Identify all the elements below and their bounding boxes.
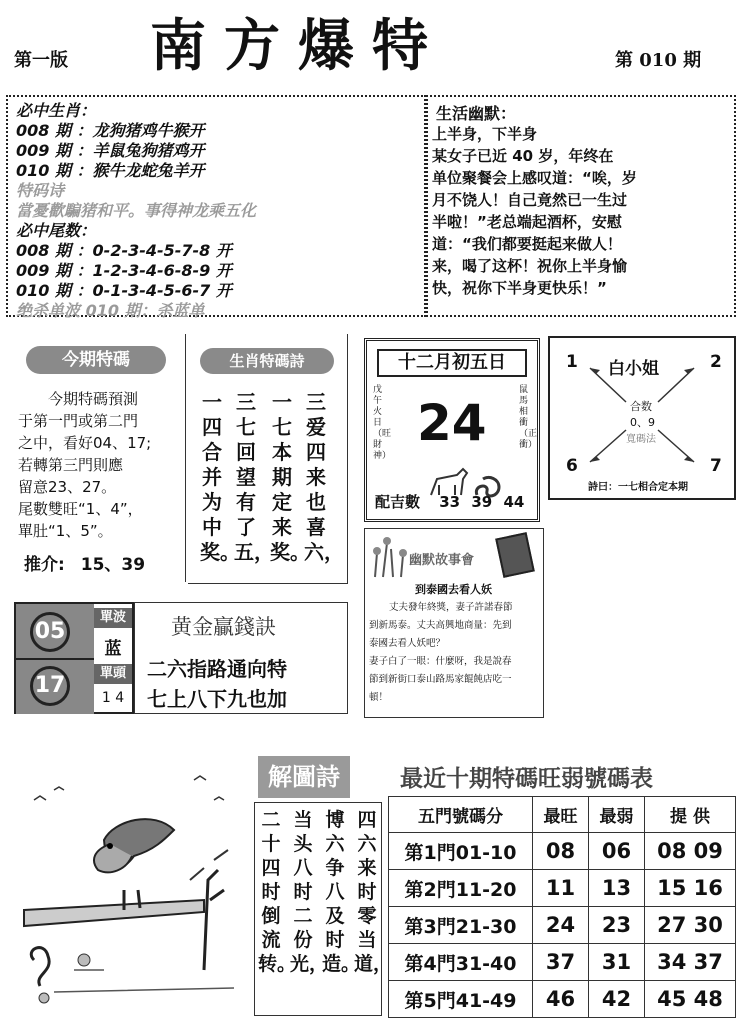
zodiac-heading: 必中生肖： — [16, 101, 97, 120]
table-row — [389, 833, 736, 870]
table-cell: 46 — [533, 981, 589, 1018]
story-line: 頓！ — [369, 692, 389, 703]
table-cell: 第2門11-20 — [389, 870, 533, 907]
tail-line: 008 期 ：0-2-3-4-5-7-8 开 — [16, 241, 232, 260]
corner-number: 1 — [566, 352, 578, 372]
table-cell: 第4門31-40 — [389, 944, 533, 981]
table-cell: 42 — [589, 981, 645, 1018]
table-cell: 11 — [533, 870, 589, 907]
miss-bai-title: 白小姐 — [608, 359, 659, 379]
wave-box — [14, 602, 134, 714]
humor-line: 半啦！”老总端起酒杯，安慰 — [432, 213, 622, 231]
gold-title: 黄金贏錢訣 — [171, 615, 276, 639]
table-cell: 第3門21-30 — [389, 907, 533, 944]
push-value: 15、39 — [80, 555, 146, 575]
special-box — [10, 334, 186, 582]
table-cell: 31 — [589, 944, 645, 981]
table-row — [389, 907, 736, 944]
special-line: 于第一門或第二門 — [18, 412, 139, 430]
head-values: 1 4 — [101, 690, 125, 706]
table-row — [389, 870, 736, 907]
table-header: 最旺 — [533, 797, 589, 833]
corner-number: 6 — [566, 456, 578, 476]
calendar-box — [364, 338, 540, 522]
calendar-right-note: 鼠馬相衝（正衝） — [519, 385, 538, 450]
poem-text: 當憂歡騙猪和平。事得神龙乘五化 — [16, 201, 257, 220]
wave-label: 單波 — [94, 608, 132, 628]
story-line: 泰國去看人妖吧？ — [369, 638, 446, 649]
page-title: 南方爆特 — [150, 13, 446, 79]
decode-column: 四六来时零当道， — [354, 809, 393, 975]
table-cell: 24 — [533, 907, 589, 944]
special-line: 尾數雙旺“1、4”， — [18, 500, 143, 518]
sum-value: 0、9 — [630, 416, 655, 429]
special-line: 單肚“1、5”。 — [18, 522, 113, 540]
freq-table — [388, 796, 736, 1018]
special-line: 留意23、27。 — [18, 478, 117, 496]
story-banner: 幽默故事會 — [409, 553, 475, 568]
miss-bai-poem: 詩曰：一七相合定本期 — [588, 482, 688, 493]
zodiac-box — [6, 95, 426, 320]
story-title: 到泰國去看人妖 — [415, 583, 492, 596]
calendar-date-title: 十二月初五日 — [377, 349, 527, 377]
table-header: 五門號碼分 — [389, 797, 533, 833]
story-line: 節到新街口泰山路馬家餛飩店吃一 — [369, 674, 512, 685]
wave-number: 05 — [30, 612, 70, 652]
poem-column: 一四合并为中奖。 — [200, 390, 240, 564]
zodiac-line: 008 期 ：龙狗猪鸡牛猴开 — [16, 121, 205, 140]
poem-heading: 特码诗 — [16, 181, 65, 200]
decode-column: 二十四时倒流转。 — [258, 809, 297, 975]
humor-line: 某女子已近 40 岁，年终在 — [432, 147, 614, 165]
head-label: 單頭 — [94, 664, 132, 684]
special-line: 若轉第三門則應 — [18, 456, 124, 474]
zodiac-line: 009 期 ：羊鼠兔狗猪鸡开 — [16, 141, 205, 160]
small-note: 寬碼法 — [626, 434, 656, 445]
humor-heading: 生活幽默： — [436, 104, 517, 123]
calendar-left-note: 戊午火日（旺財神） — [373, 385, 392, 461]
table-cell: 23 — [589, 907, 645, 944]
humor-box — [426, 95, 736, 317]
poem-column: 一七本期定来奖。 — [270, 390, 310, 564]
miss-bai-box — [548, 336, 736, 500]
corner-number: 2 — [710, 352, 722, 372]
decode-column: 博六争八及时造。 — [322, 809, 361, 975]
table-cell: 08 09 — [645, 833, 736, 870]
special-line: 之中，看好04、17; — [18, 434, 152, 452]
story-line: 妻子白了一眼：什麼呀，我是說春 — [369, 656, 512, 667]
calendar-day: 24 — [417, 394, 487, 452]
tail-line: 010 期 ：0-1-3-4-5-6-7 开 — [16, 281, 232, 300]
corner-number: 7 — [710, 456, 722, 476]
zodiac-poem-box — [188, 334, 348, 584]
table-cell: 27 30 — [645, 907, 736, 944]
humor-line: 月不饶人！自己竟然已一生过 — [432, 191, 628, 209]
lucky-number: 33 — [439, 493, 461, 511]
table-row — [389, 944, 736, 981]
humor-line: 道：“我们都要挺起来做人！ — [432, 235, 622, 253]
table-cell: 第5門41-49 — [389, 981, 533, 1018]
table-cell: 45 48 — [645, 981, 736, 1018]
tail-heading: 必中尾数： — [16, 221, 97, 240]
table-cell: 第1門01-10 — [389, 833, 533, 870]
decode-poem-box — [254, 756, 393, 1018]
table-cell: 34 37 — [645, 944, 736, 981]
story-line: 到新馬泰。丈夫高興地商量：先到 — [369, 620, 512, 631]
table-header: 最弱 — [589, 797, 645, 833]
wave-color: 蓝 — [104, 639, 122, 659]
lucky-label: 配吉數 — [375, 493, 421, 511]
gold-box — [134, 602, 348, 714]
table-cell: 06 — [589, 833, 645, 870]
push-label: 推介: — [24, 555, 65, 575]
lucky-number: 44 — [503, 493, 525, 511]
issue-number: 第 010 期 — [615, 50, 702, 71]
table-cell: 08 — [533, 833, 589, 870]
sum-label: 合数 — [630, 400, 652, 413]
humor-line: 来，喝了这杯！祝你上半身愉 — [432, 257, 628, 275]
table-cell: 37 — [533, 944, 589, 981]
story-line: 丈夫發年終獎，妻子許諾春節 — [389, 602, 513, 613]
special-line: 今期特碼預測 — [48, 390, 139, 408]
humor-line: 上半身，下半身 — [432, 125, 538, 143]
tail-line: 009 期 ：1-2-3-4-6-8-9 开 — [16, 261, 232, 280]
lucky-number: 39 — [471, 493, 493, 511]
kill-footer: 绝杀单波 010 期：杀蓝单 — [16, 301, 205, 320]
decode-poem-title: 解圖詩 — [258, 756, 350, 798]
humor-line: 单位聚餐会上感叹道：“唉，岁 — [432, 169, 637, 187]
zodiac-line: 010 期 ：猴牛龙蛇兔羊开 — [16, 161, 205, 180]
freq-table-title: 最近十期特碼旺弱號碼表 — [400, 766, 653, 792]
special-badge: 今期特碼 — [26, 346, 166, 374]
book-icon — [495, 532, 535, 578]
table-cell: 13 — [589, 870, 645, 907]
gold-line: 二六指路通向特 — [147, 657, 287, 681]
gold-line: 七上八下九也加 — [147, 687, 287, 711]
table-cell: 15 16 — [645, 870, 736, 907]
bird-illustration — [14, 760, 252, 1010]
poem-column: 三爱四来也喜六， — [304, 390, 344, 564]
decode-column: 当头八时二份光， — [290, 809, 329, 975]
table-header: 提 供 — [645, 797, 736, 833]
story-box — [364, 528, 544, 718]
head-number: 17 — [30, 666, 70, 706]
edition-label: 第一版 — [14, 50, 68, 71]
flower-icon — [369, 533, 409, 579]
table-row — [389, 981, 736, 1018]
poem-column: 三七回望有了五， — [234, 390, 274, 564]
zodiac-poem-badge: 生肖特碼詩 — [200, 348, 334, 374]
humor-line: 快，祝你下半身更快乐！” — [432, 279, 607, 297]
